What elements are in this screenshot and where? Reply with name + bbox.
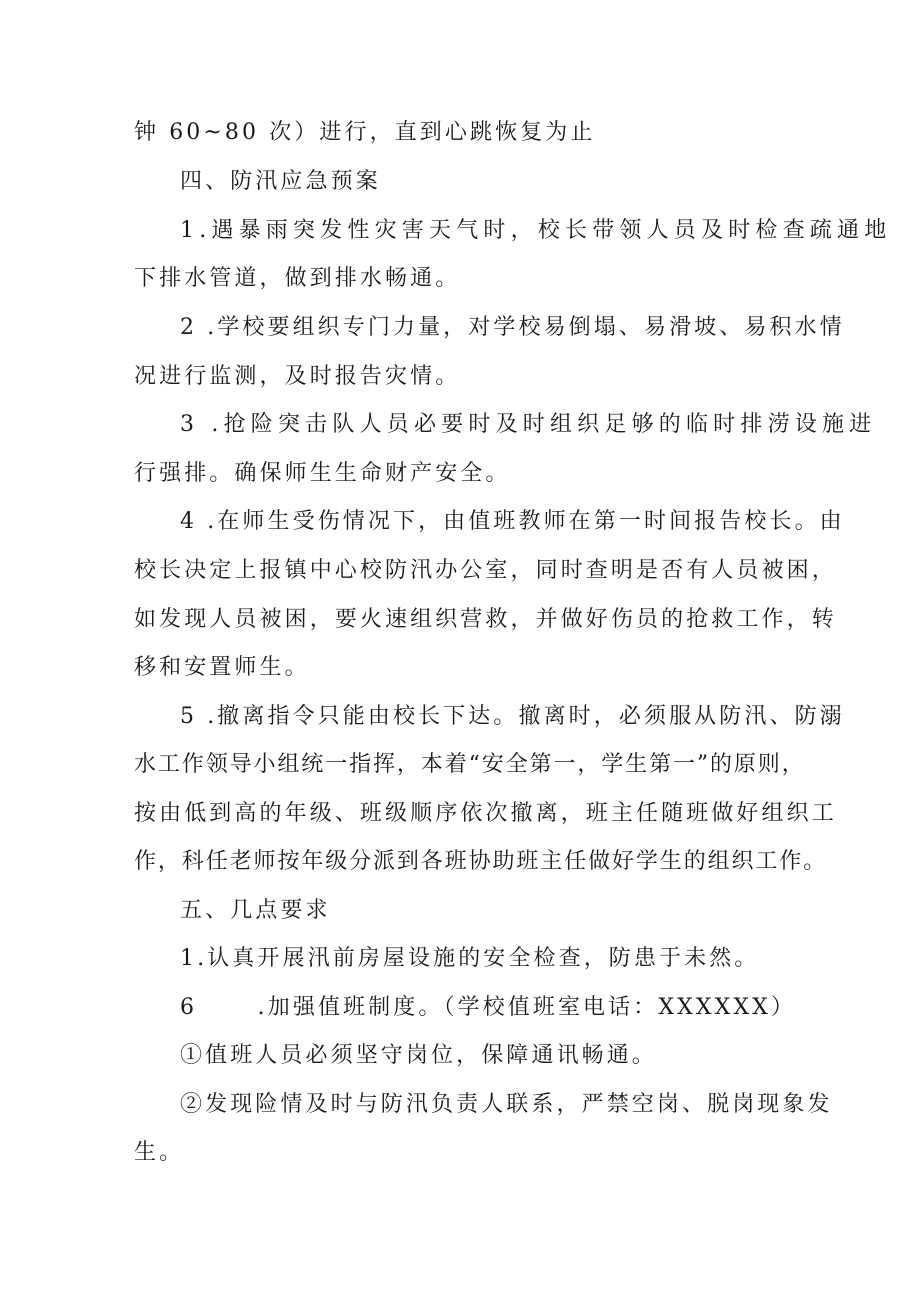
text-line: 4 .在师生受伤情况下，由值班教师在第一时间报告校长。由 bbox=[180, 509, 845, 534]
text-line: 四、防汛应急预案 bbox=[180, 169, 381, 194]
text-line: ②发现险情及时与防汛负责人联系，严禁空岗、脱岗现象发 bbox=[180, 1092, 833, 1117]
text-line: 下排水管道，做到排水畅通。 bbox=[134, 266, 461, 291]
text-line: 按由低到高的年级、班级顺序依次撤离，班主任随班做好组织工 bbox=[134, 801, 837, 826]
text-line: 如发现人员被困，要火速组织营救，并做好伤员的抢救工作，转 bbox=[134, 607, 837, 632]
text-line: 校长决定上报镇中心校防汛办公室，同时查明是否有人员被困， bbox=[134, 558, 837, 583]
text-line: ①值班人员必须坚守岗位，保障通讯畅通。 bbox=[180, 1043, 657, 1068]
text-line: 6 .加强值班制度。（学校值班室电话：XXXXXX） bbox=[180, 995, 797, 1020]
text-line: 五、几点要求 bbox=[180, 898, 331, 923]
text-line: 1.遇暴雨突发性灾害天气时，校长带领人员及时检查疏通地 bbox=[180, 218, 892, 243]
text-line: 3 .抢险突击队人员必要时及时组织足够的临时排涝设施进 bbox=[180, 412, 877, 437]
text-line: 移和安置师生。 bbox=[134, 655, 310, 680]
text-line: 钟 60~80 次）进行，直到心跳恢复为止 bbox=[134, 120, 596, 145]
text-line: 1.认真开展汛前房屋设施的安全检查，防患于未然。 bbox=[180, 946, 760, 971]
text-line: 水工作领导小组统一指挥，本着“安全第一，学生第一”的原则， bbox=[134, 752, 806, 777]
text-line: 5 .撤离指令只能由校长下达。撤离时，必须服从防汛、防溺 bbox=[180, 704, 845, 729]
text-line: 生。 bbox=[134, 1140, 185, 1165]
text-line: 况进行监测，及时报告灾情。 bbox=[134, 364, 461, 389]
text-line: 2 .学校要组织专门力量，对学校易倒塌、易滑坡、易积水情 bbox=[180, 315, 845, 340]
text-line: 作，科任老师按年级分派到各班协助班主任做好学生的组织工作。 bbox=[134, 849, 828, 874]
text-line: 行强排。确保师生生命财产安全。 bbox=[134, 461, 511, 486]
